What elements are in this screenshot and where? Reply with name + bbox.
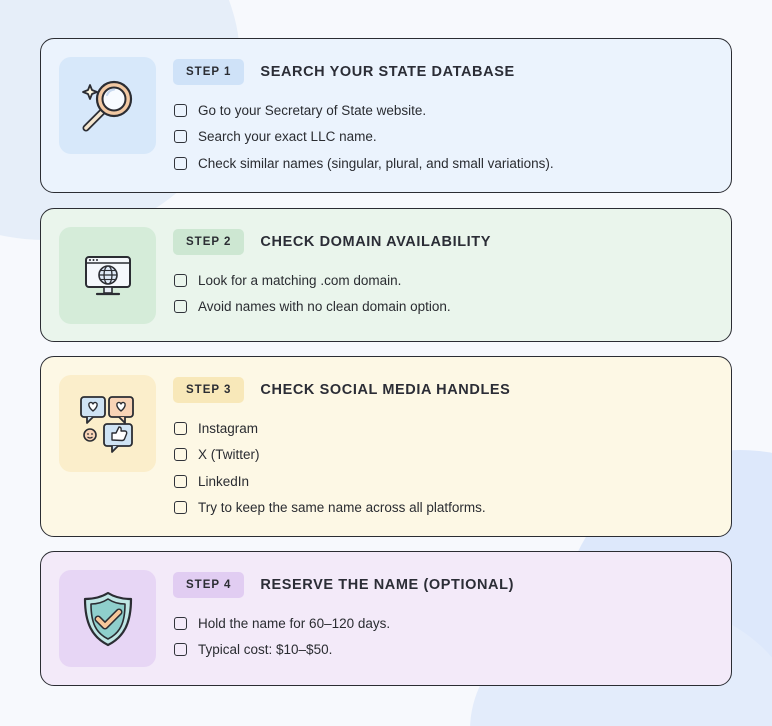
step-2-title: CHECK DOMAIN AVAILABILITY: [260, 234, 492, 250]
checkbox[interactable]: [174, 274, 187, 287]
checklist-item[interactable]: [174, 637, 390, 664]
checklist-item-label: Instagram: [198, 420, 259, 436]
browser-globe-monitor-icon: [59, 227, 156, 324]
checkbox[interactable]: [174, 104, 187, 117]
step-2-badge: STEP 2: [173, 229, 244, 255]
checkbox[interactable]: [174, 422, 187, 435]
checklist-item-label: Go to your Secretary of State website.: [198, 102, 427, 118]
step-1-card: [40, 38, 732, 193]
checklist-item[interactable]: [174, 97, 554, 124]
checklist-item[interactable]: [174, 124, 554, 151]
checklist-item[interactable]: [174, 294, 451, 321]
step-4-card: [40, 551, 732, 686]
checkbox[interactable]: [174, 475, 187, 488]
checklist-item-label: Typical cost: $10–$50.: [198, 642, 333, 658]
step-4-checklist: [174, 610, 390, 663]
checkbox[interactable]: [174, 501, 187, 514]
step-3-badge: STEP 3: [173, 377, 244, 403]
checklist-item[interactable]: [174, 267, 451, 294]
checklist-item-label: LinkedIn: [198, 473, 250, 489]
checklist-item[interactable]: [174, 415, 486, 442]
step-1-checklist: [174, 97, 554, 177]
step-1-title: SEARCH YOUR STATE DATABASE: [260, 64, 515, 80]
checklist-item[interactable]: [174, 610, 390, 637]
checkbox[interactable]: [174, 300, 187, 313]
step-3-title: CHECK SOCIAL MEDIA HANDLES: [260, 382, 511, 398]
checklist-item-label: Look for a matching .com domain.: [198, 272, 402, 288]
step-2-card: [40, 208, 732, 342]
checkbox[interactable]: [174, 617, 187, 630]
checklist-item-label: Check similar names (singular, plural, and small variations).: [198, 155, 554, 171]
checkbox[interactable]: [174, 130, 187, 143]
shield-check-icon: [59, 570, 156, 667]
step-2-checklist: [174, 267, 451, 320]
step-4-title: RESERVE THE NAME (OPTIONAL): [260, 577, 515, 593]
step-1-badge: STEP 1: [173, 59, 244, 85]
step-4-header: [173, 572, 514, 598]
checkbox[interactable]: [174, 643, 187, 656]
checkbox[interactable]: [174, 448, 187, 461]
checkbox[interactable]: [174, 157, 187, 170]
step-3-card: [40, 356, 732, 537]
checklist-item[interactable]: [174, 442, 486, 469]
checklist-item[interactable]: [174, 468, 486, 495]
checklist-item-label: Avoid names with no clean domain option.: [198, 299, 451, 315]
checklist-item-label: Search your exact LLC name.: [198, 129, 377, 145]
social-chat-bubbles-icon: [59, 375, 156, 472]
checklist-item-label: X (Twitter): [198, 447, 260, 463]
checklist-item[interactable]: [174, 495, 486, 522]
checklist-item[interactable]: [174, 150, 554, 177]
step-4-badge: STEP 4: [173, 572, 244, 598]
magnifier-sparkle-icon: [59, 57, 156, 154]
step-3-header: [173, 377, 510, 403]
checklist-item-label: Try to keep the same name across all platforms.: [198, 500, 486, 516]
step-2-header: [173, 229, 491, 255]
checklist-item-label: Hold the name for 60–120 days.: [198, 615, 391, 631]
step-1-header: [173, 59, 515, 85]
step-3-checklist: [174, 415, 486, 521]
